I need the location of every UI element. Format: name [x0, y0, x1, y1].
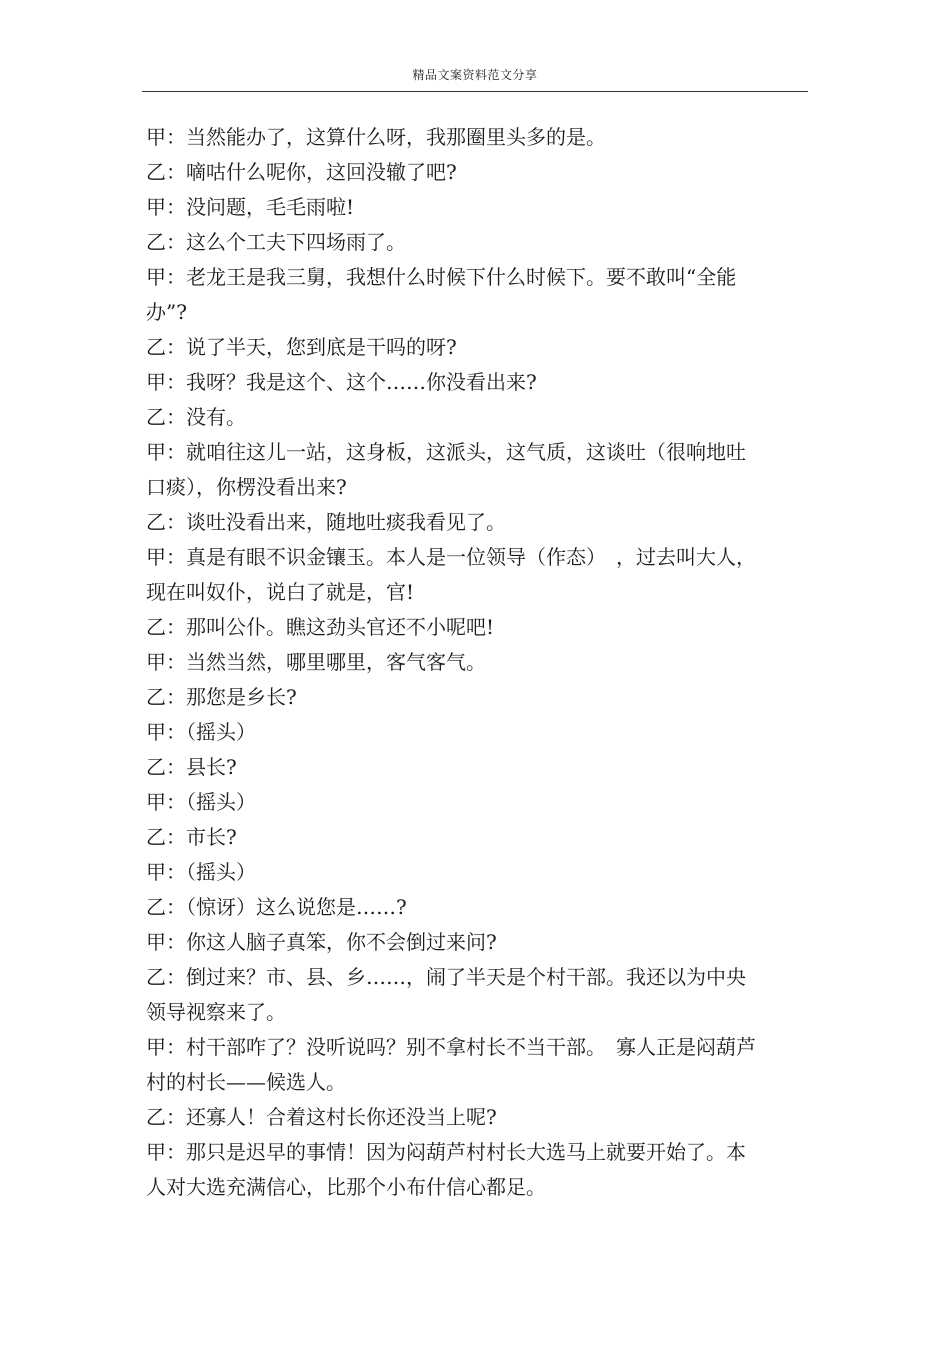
text-line: 口痰），你楞没看出来? — [146, 475, 347, 499]
text-line: 甲：村干部咋了？没听说吗？别不拿村长不当干部。 寡人正是闷葫芦 — [146, 1035, 756, 1059]
text-line: 甲：就咱往这儿一站，这身板，这派头，这气质，这谈吐（很响地吐 — [146, 440, 746, 464]
text-line: 甲：你这人脑子真笨，你不会倒过来问? — [146, 930, 497, 954]
header-divider — [142, 91, 808, 92]
text-line: 人对大选充满信心，比那个小布什信心都足。 — [146, 1175, 546, 1199]
text-line: 现在叫奴仆，说白了就是，官! — [146, 580, 415, 604]
dialogue-body — [146, 120, 806, 1205]
text-line: 乙：（惊讶）这么说您是……? — [146, 895, 407, 919]
text-line: 乙：市长? — [146, 825, 237, 849]
page-header: 精品文案资料范文分享 — [412, 68, 538, 82]
text-line: 甲：（摇头） — [146, 860, 256, 884]
text-line: 乙：那叫公仆。瞧这劲头官还不小呢吧! — [146, 615, 495, 639]
text-line: 甲：没问题，毛毛雨啦! — [146, 195, 355, 219]
text-line: 乙：这么个工夫下四场雨了。 — [146, 230, 406, 254]
text-line: 甲：老龙王是我三舅，我想什么时候下什么时候下。要不敢叫“全能 — [146, 265, 737, 289]
text-line: 甲：当然当然，哪里哪里，客气客气。 — [146, 650, 486, 674]
text-line: 办”? — [146, 300, 187, 324]
text-line: 甲：真是有眼不识金镶玉。本人是一位领导（作态） ，过去叫大人， — [146, 545, 756, 569]
text-line: 乙：还寡人！合着这村长你还没当上呢? — [146, 1105, 497, 1129]
text-line: 乙：倒过来？市、县、乡……，闹了半天是个村干部。我还以为中央 — [146, 965, 746, 989]
text-line: 甲：我呀？我是这个、这个……你没看出来? — [146, 370, 537, 394]
text-line: 乙：说了半天，您到底是干吗的呀? — [146, 335, 457, 359]
text-line: 乙：没有。 — [146, 405, 246, 429]
text-line: 乙：县长? — [146, 755, 237, 779]
text-line: 领导视察来了。 — [146, 1000, 286, 1024]
text-line: 甲：（摇头） — [146, 720, 256, 744]
text-line: 乙：嘀咕什么呢你，这回没辙了吧? — [146, 160, 457, 184]
text-line: 甲：当然能办了，这算什么呀，我那圈里头多的是。 — [146, 125, 606, 149]
text-line: 乙：谈吐没看出来，随地吐痰我看见了。 — [146, 510, 506, 534]
text-line: 甲：那只是迟早的事情！因为闷葫芦村村长大选马上就要开始了。本 — [146, 1140, 746, 1164]
text-line: 村的村长——候选人。 — [146, 1070, 346, 1094]
text-line: 乙：那您是乡长? — [146, 685, 297, 709]
text-line: 甲：（摇头） — [146, 790, 256, 814]
